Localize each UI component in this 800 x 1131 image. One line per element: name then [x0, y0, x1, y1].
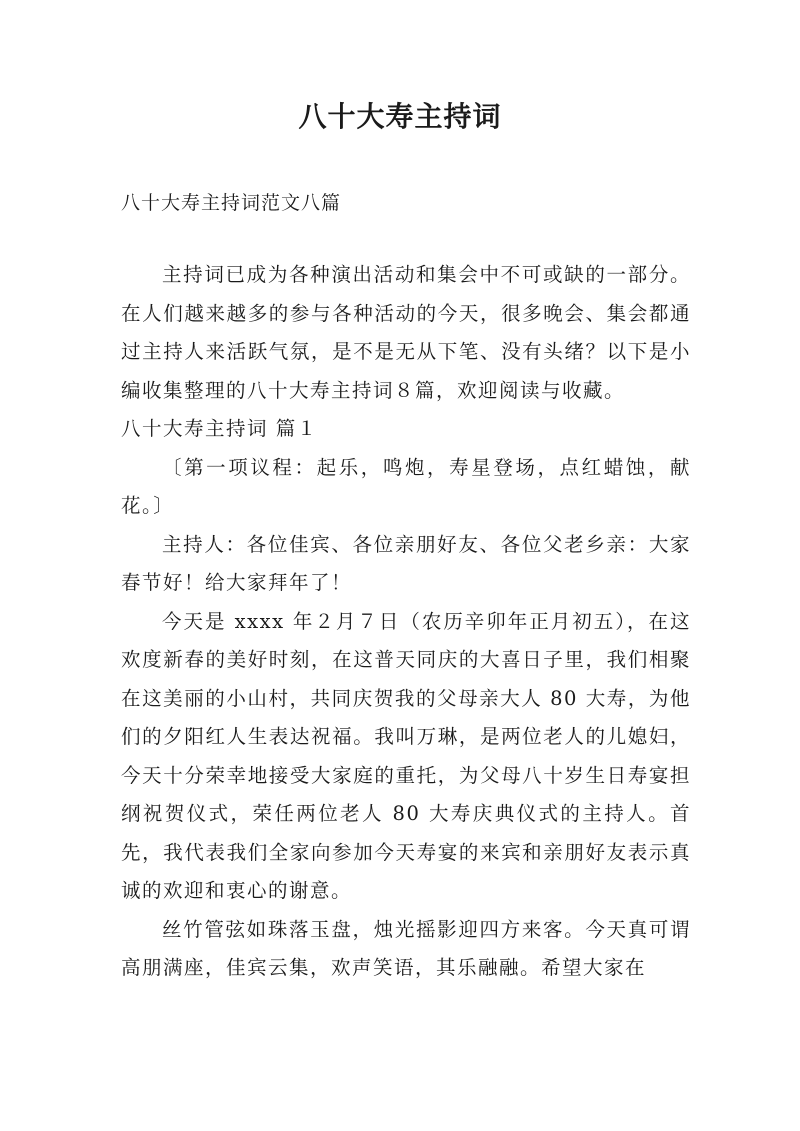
- document-subtitle: 八十大寿主持词范文八篇: [121, 192, 342, 214]
- document-title: 八十大寿主持词: [298, 100, 502, 133]
- agenda-paragraph: 〔第一项议程：起乐，鸣炮，寿星登场，点红蜡蚀，献花。〕: [121, 455, 691, 517]
- closing-paragraph: 丝竹管弦如珠落玉盘，烛光摇影迎四方来客。今天真可谓高朋满座，佳宾云集，欢声笑语，其乐融融。希望大家在: [121, 917, 691, 979]
- body-paragraph: 今天是 xxxx 年２月７日（农历辛卯年正月初五），在这欢度新春的美好时刻，在这普天同庆的大喜日子里，我们相聚在这美丽的小山村，共同庆贺我的父母亲大人 80 大寿，为他们的夕阳红人生表达祝福。我叫万琳，是两位老人的儿媳妇，今天十分荣幸地接受大家庭的重托，为父母八十岁生日寿宴担纲祝贺仪式，荣任两位老人 80 大寿庆典仪式的主持人。首先，我代表我们全家向参加今天寿宴的来宾和亲朋好友表示真诚的欢迎和衷心的谢意。: [121, 609, 691, 902]
- greeting-paragraph: 主持人：各位佳宾、各位亲朋好友、各位父老乡亲：大家春节好！给大家拜年了！: [121, 532, 691, 594]
- intro-paragraph: 主持词已成为各种演出活动和集会中不可或缺的一部分。在人们越来越多的参与各种活动的今天，很多晚会、集会都通过主持人来活跃气氛，是不是无从下笔、没有头绪？以下是小编收集整理的八十大寿主持词８篇，欢迎阅读与收藏。: [121, 263, 691, 402]
- document-body: [121, 256, 691, 988]
- section-heading: 八十大寿主持词 篇１: [121, 417, 318, 440]
